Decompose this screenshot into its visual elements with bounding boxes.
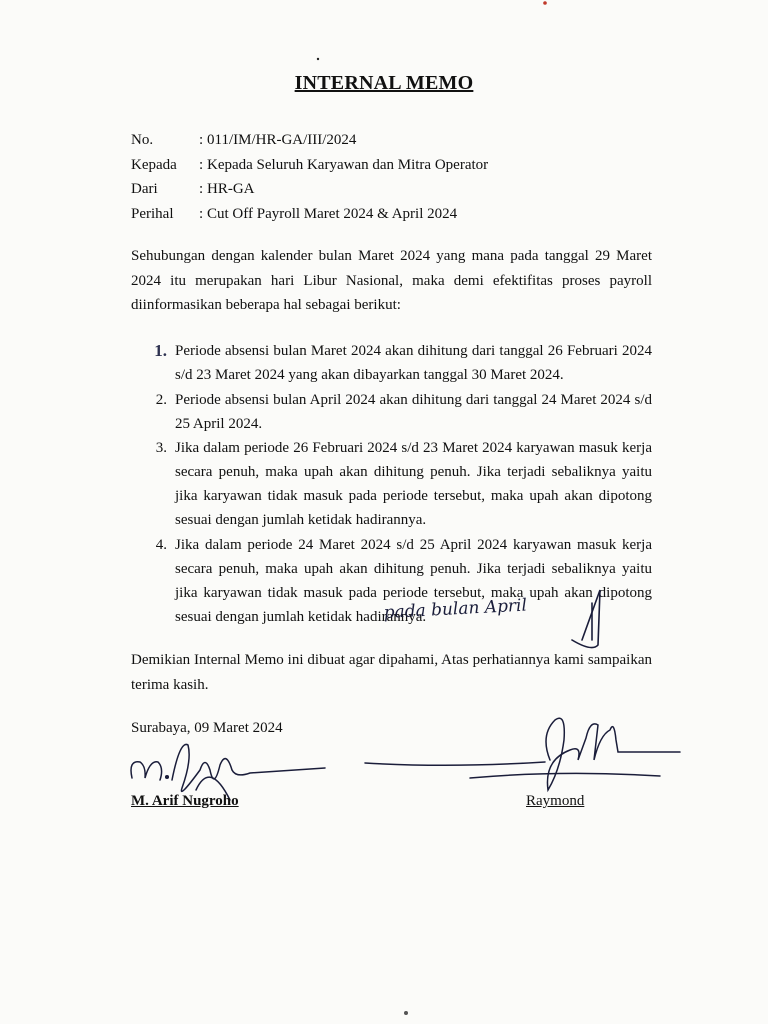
list-item-number: 2. [155,391,167,408]
signatory-left-name: M. Arif Nugroho [131,793,239,809]
handwritten-note: pada bulan April [383,595,528,623]
field-subject-label: Perihal [131,205,174,222]
list-item-text: Periode absensi bulan Maret 2024 akan dihitung dari tanggal 26 Februari 2024 s/d 23 Maret 2024 yang akan dibayarkan tanggal 30 Maret 2024. [175,343,652,383]
closing-paragraph: Demikian Internal Memo ini dibuat agar dipahami, Atas perhatiannya kami sampaikan terima kasih. [131,652,652,693]
signatory-right-name: Raymond [526,793,585,809]
place-date: Surabaya, 09 Maret 2024 [131,720,283,736]
signature-left [131,744,325,800]
field-to-value: Kepada Seluruh Karyawan dan Mitra Operator [207,156,489,173]
stray-mark [317,58,319,60]
list-item-number: 3. [155,440,167,456]
field-separator: : [199,181,204,197]
stray-mark [543,1,547,5]
list-item-text: Jika dalam periode 24 Maret 2024 s/d 25 April 2024 karyawan masuk kerja secara penuh, maka upah akan dihitung penuh. Jika terjadi sebaliknya yaitu jika karyawan tidak masuk pada periode tersebut, maka upah akan dipotong sesuai dengan jumlah ketidak hadirannya. [175,536,652,625]
intro-paragraph: Sehubungan dengan kalender bulan Maret 2024 yang mana pada tanggal 29 Maret 2024 itu merupakan hari Libur Nasional, maka demi efektifitas proses payroll diinformasikan beberapa hal sebagai berikut: [131,248,652,313]
field-from-value: HR-GA [207,181,255,197]
field-from-label: Dari [131,181,158,197]
list-item-text: Periode absensi bulan April 2024 akan dihitung dari tanggal 24 Maret 2024 s/d 25 April 2024. [175,391,652,432]
field-separator: : [199,132,204,148]
memo-title: INTERNAL MEMO [294,72,474,94]
field-number-value: 011/IM/HR-GA/III/2024 [207,132,357,148]
stray-mark [404,1011,408,1015]
field-to-label: Kepada [131,156,177,173]
signature-right [365,718,680,790]
field-number-label: No. [131,132,154,148]
field-separator: : [199,205,204,222]
field-subject-value: Cut Off Payroll Maret 2024 & April 2024 [207,205,458,222]
list-item-text: Jika dalam periode 26 Februari 2024 s/d 23 Maret 2024 karyawan masuk kerja secara penuh, maka upah akan dihitung penuh. Jika terjadi sebaliknya yaitu jika karyawan tidak masuk pada periode tersebut, maka upah akan dipotong sesuai dengan jumlah ketidak hadirannya. [175,440,652,528]
list-item-number: 1. [154,341,167,360]
list-item-number: 4. [155,536,167,553]
initial-mark [572,590,600,648]
field-separator: : [199,156,204,173]
